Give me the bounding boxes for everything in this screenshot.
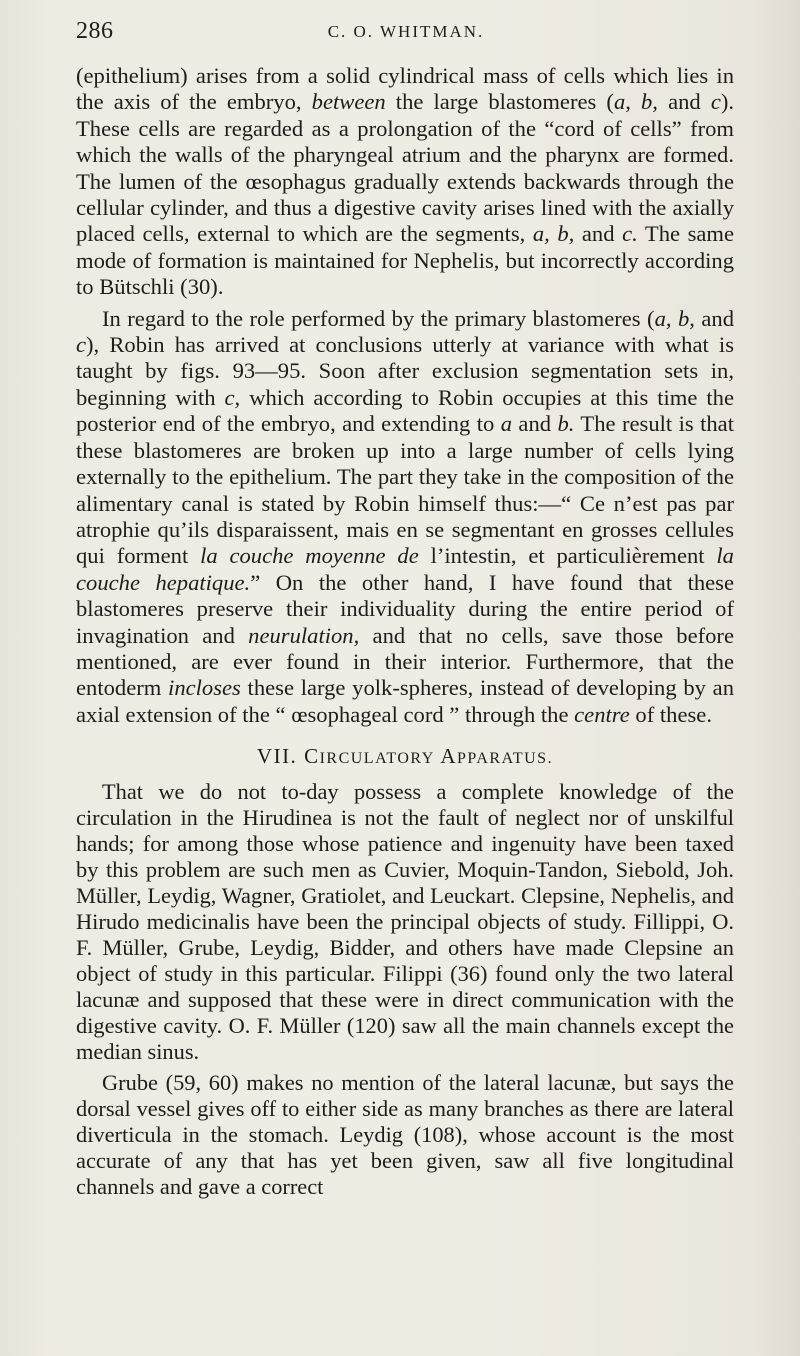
text-run: In regard to the role performed by the primary blastomeres (	[102, 305, 655, 331]
running-head: C. O. WHITMAN.	[327, 22, 485, 41]
text-run: (epithelium) arises from a solid cylindrical mass of cells which lies in the axis of the embryo,	[76, 63, 734, 115]
text-run: and that no cells, save those before mentioned, are ever found in their interior. Furthermore, that the entoderm	[76, 622, 734, 701]
text-run: l’intestin, et particulièrement	[418, 543, 717, 569]
section-heading	[76, 744, 734, 769]
italic-text: la couche moyenne de	[200, 543, 419, 569]
text-run: which according to Robin occupies at this time the posterior end of the embryo, and extending to	[76, 384, 734, 437]
italic-text: neurulation,	[248, 622, 360, 648]
text-run: The result is that these blastomeres are broken up into a large number of cells lying externally to the epithelium. The part they take in the composition of the alimentary canal is stated by Robin himself thus:—“ Ce n’est pas par atrophie qu’ils disparaissent, mais en se segmentant en grosses cellules qui forment	[76, 411, 734, 569]
italic-text: a, b,	[532, 221, 575, 247]
italic-text: b.	[557, 411, 575, 437]
paragraph	[76, 779, 734, 1065]
lower-text	[76, 779, 734, 1200]
text-run: ), Robin has arrived at conclusions utterly at variance with what is taught by figs. 93—95. Soon after exclusion segmentation sets in, beginning with	[76, 332, 734, 410]
text-run: these large yolk-spheres, instead of developing by an axial extension of the “ œsophageal cord ” through the	[76, 675, 734, 727]
text-run: ). These cells are regarded as a prolongation of the “cord of cells” from which the walls of the pharyngeal atrium and the pharynx are formed. The lumen of the œsophagus gradually extends backwards through the cellular cylinder, and thus a digestive cavity arises lined with the axially placed cells, external to which are the segments,	[76, 89, 735, 247]
italic-text: incloses	[168, 675, 241, 701]
page-number: 286	[76, 18, 114, 44]
page-header	[76, 18, 736, 50]
text-run: of these.	[629, 701, 712, 727]
text-run: The same mode of formation is maintained for Nephelis, but incorrectly according to Bütschli (30).	[76, 221, 734, 300]
paragraph	[76, 1070, 734, 1200]
italic-text: c,	[224, 384, 241, 410]
italic-text: centre	[574, 701, 630, 727]
italic-text: la couche hepatique.	[76, 543, 734, 595]
text-run: Grube (59, 60) makes no mention of the lateral lacunæ, but says the dorsal vessel gives off to either side as many branches as there are lateral diverticula in the stomach. Leydig (108), whose account is the most accurate of any that has yet been given, saw all five longitudinal channels and gave a correct	[76, 1070, 734, 1200]
text-run: and	[694, 305, 734, 331]
text-run: and	[574, 221, 623, 247]
page-body	[76, 63, 734, 1200]
text-run: That we do not to-day possess a complete knowledge of the circulation in the Hirudinea is not the fault of neglect nor of unskilful hands; for among those whose patience and ingenuity have been taxed by this problem are such men as Cuvier, Moquin-Tandon, Siebold, Joh. Müller, Leydig, Wagner, Gratiolet, and Leuckart. Clepsine, Nephelis, and Hirudo medicinalis have been the principal objects of study. Fillippi, O. F. Müller, Grube, Leydig, Bidder, and others have made Clepsine an object of study in this particular. Filippi (36) found only the two lateral lacunæ and supposed that these were in direct communication with the digestive cavity. O. F. Müller (120) saw all the main channels except the median sinus.	[76, 779, 734, 1065]
section-numeral: VII.	[256, 744, 298, 769]
italic-text: a, b,	[654, 305, 695, 331]
paragraph	[76, 306, 734, 729]
section-title: CIRCULATORY APPARATUS.	[304, 744, 554, 769]
text-run: ” On the other hand, I have found that these blastomeres preserve their individuality during the entire period of invagination and	[76, 569, 735, 648]
italic-text: c	[76, 332, 87, 358]
text-run: and	[512, 411, 558, 437]
text-run: the large blastomeres (	[385, 89, 614, 115]
italic-text: a	[500, 411, 512, 437]
text-run: and	[657, 89, 711, 115]
paragraph	[76, 63, 734, 301]
italic-text: c.	[622, 221, 638, 247]
italic-text: a, b,	[613, 89, 658, 115]
upper-text	[76, 63, 734, 728]
italic-text: c	[710, 89, 721, 115]
italic-text: between	[311, 89, 386, 115]
